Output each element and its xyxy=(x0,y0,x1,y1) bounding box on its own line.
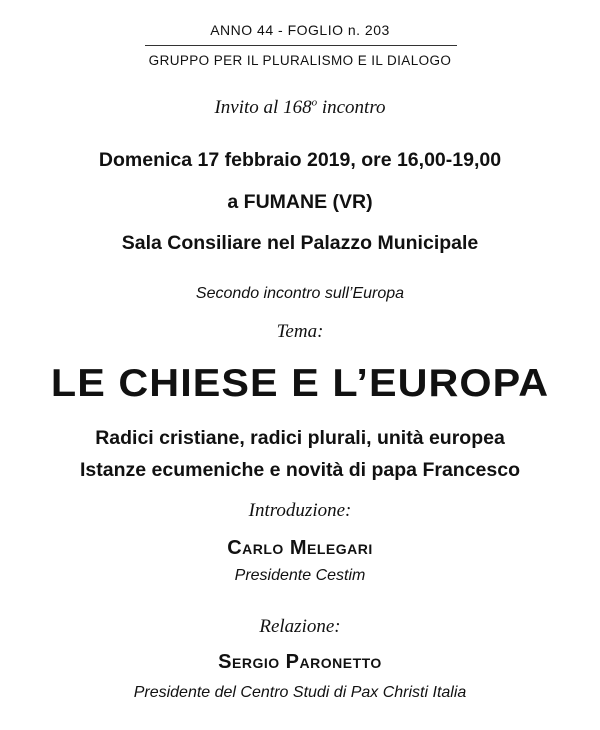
talk-role: Presidente del Centro Studi di Pax Christi Italia xyxy=(133,684,467,701)
subtitle-2: Istanze ecumeniche e novità di papa Francesco xyxy=(80,459,520,481)
header-divider xyxy=(145,45,457,46)
event-venue: Sala Consiliare nel Palazzo Municipale xyxy=(121,232,479,254)
event-date: Domenica 17 febbraio 2019, ore 16,00-19,00 xyxy=(98,149,502,171)
introduction-label: Introduzione: xyxy=(248,500,352,521)
event-place: a FUMANE (VR) xyxy=(227,191,373,213)
theme-label: Tema: xyxy=(276,321,324,342)
talk-speaker: Sergio Paronetto xyxy=(218,651,382,673)
main-title: LE CHIESE E L’EUROPA xyxy=(50,362,550,405)
series-line: Secondo incontro sull’Europa xyxy=(195,285,405,302)
introduction-role: Presidente Cestim xyxy=(234,567,366,584)
introduction-speaker: Carlo Melegari xyxy=(227,537,373,559)
invite-prefix: Invito al 168 xyxy=(214,97,312,118)
invite-superscript: o xyxy=(311,96,318,109)
talk-label: Relazione: xyxy=(259,616,341,637)
subtitle-1: Radici cristiane, radici plurali, unità europea xyxy=(95,427,505,449)
group-name: GRUPPO PER IL PLURALISMO E IL DIALOGO xyxy=(148,53,452,68)
invite-line xyxy=(0,97,600,119)
invite-suffix: incontro xyxy=(317,97,386,118)
issue-line: ANNO 44 - FOGLIO n. 203 xyxy=(210,22,390,38)
